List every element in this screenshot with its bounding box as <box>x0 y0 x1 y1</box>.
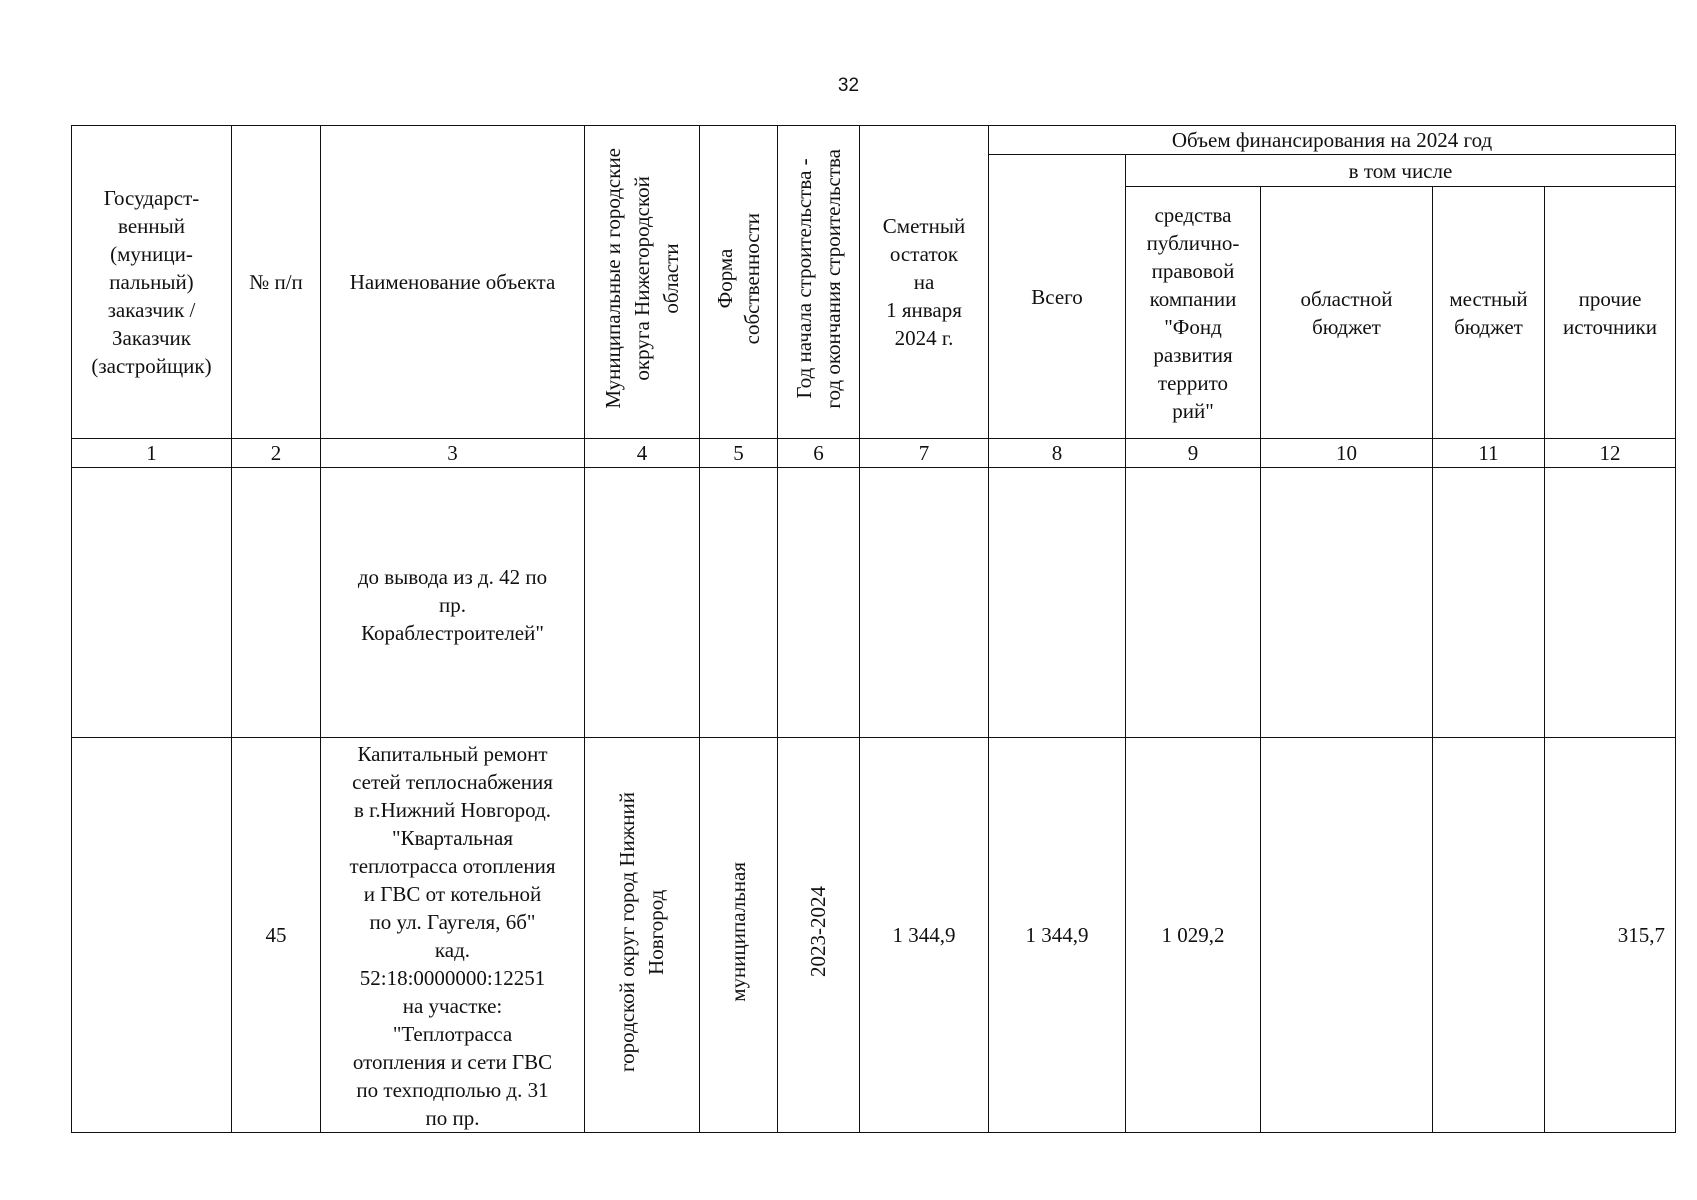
cell-municipality-text: городской округ город Нижний Новгород <box>615 791 668 1072</box>
header-years <box>778 126 860 439</box>
financing-table <box>71 125 1676 1133</box>
cell-municipality <box>585 738 700 1133</box>
cell-local <box>1433 738 1545 1133</box>
cell-fund <box>1126 468 1261 738</box>
cell-num <box>232 468 321 738</box>
cell-customer <box>72 738 232 1133</box>
column-number: 12 <box>1545 439 1676 468</box>
table-row <box>72 468 1676 738</box>
cell-ownership <box>700 738 778 1133</box>
header-financing: Объем финансирования на 2024 год <box>989 126 1676 155</box>
header-ownership-text: Форма собственности <box>712 212 764 345</box>
column-number: 2 <box>232 439 321 468</box>
column-numbers-row <box>72 439 1676 468</box>
cell-regional <box>1261 468 1433 738</box>
column-number: 1 <box>72 439 232 468</box>
header-total: Всего <box>989 155 1126 439</box>
cell-other: 315,7 <box>1545 738 1676 1133</box>
column-number: 5 <box>700 439 778 468</box>
cell-local <box>1433 468 1545 738</box>
header-regional: областной бюджет <box>1261 187 1433 439</box>
cell-years <box>778 468 860 738</box>
header-customer: Государст- венный (муници- пальный) заказчик / Заказчик (застройщик) <box>72 126 232 439</box>
cell-customer <box>72 468 232 738</box>
header-municipality <box>585 126 700 439</box>
cell-ownership-text: муниципальная <box>726 861 750 1002</box>
cell-total: 1 344,9 <box>989 738 1126 1133</box>
cell-estimate: 1 344,9 <box>860 738 989 1133</box>
header-object-name: Наименование объекта <box>321 126 585 439</box>
cell-total <box>989 468 1126 738</box>
cell-object-name: до вывода из д. 42 по пр. Кораблестроителей" <box>321 468 585 738</box>
cell-object-name: Капитальный ремонт сетей теплоснабжения в г.Нижний Новгород. "Квартальная теплотрасса отопления и ГВС от котельной по ул. Гаугеля, 6б" кад. 52:18:0000000:12251 на участке: "Теплотрасса отопления и сети ГВС по техподполью д. 31 по пр. <box>321 738 585 1133</box>
cell-years-text: 2023-2024 <box>806 886 830 977</box>
column-number: 3 <box>321 439 585 468</box>
column-number: 11 <box>1433 439 1545 468</box>
header-municipality-text: Муниципальные и городские округа Нижегородской области <box>600 148 683 409</box>
header-including: в том числе <box>1126 155 1676 187</box>
cell-years <box>778 738 860 1133</box>
column-number: 9 <box>1126 439 1261 468</box>
header-other: прочие источники <box>1545 187 1676 439</box>
cell-other <box>1545 468 1676 738</box>
cell-num: 45 <box>232 738 321 1133</box>
cell-ownership <box>700 468 778 738</box>
column-number: 7 <box>860 439 989 468</box>
column-number: 8 <box>989 439 1126 468</box>
cell-municipality <box>585 468 700 738</box>
header-years-text: Год начала строительства - год окончания строительства <box>791 148 845 409</box>
cell-fund: 1 029,2 <box>1126 738 1261 1133</box>
table-row <box>72 738 1676 1133</box>
page-number: 32 <box>837 75 860 96</box>
column-number: 4 <box>585 439 700 468</box>
cell-estimate <box>860 468 989 738</box>
column-number: 10 <box>1261 439 1433 468</box>
column-number: 6 <box>778 439 860 468</box>
cell-regional <box>1261 738 1433 1133</box>
header-estimate: Сметный остаток на 1 января 2024 г. <box>860 126 989 439</box>
header-fund: средства публично- правовой компании "Фонд развития террито рий" <box>1126 187 1261 439</box>
header-ownership <box>700 126 778 439</box>
header-num: № п/п <box>232 126 321 439</box>
header-local: местный бюджет <box>1433 187 1545 439</box>
